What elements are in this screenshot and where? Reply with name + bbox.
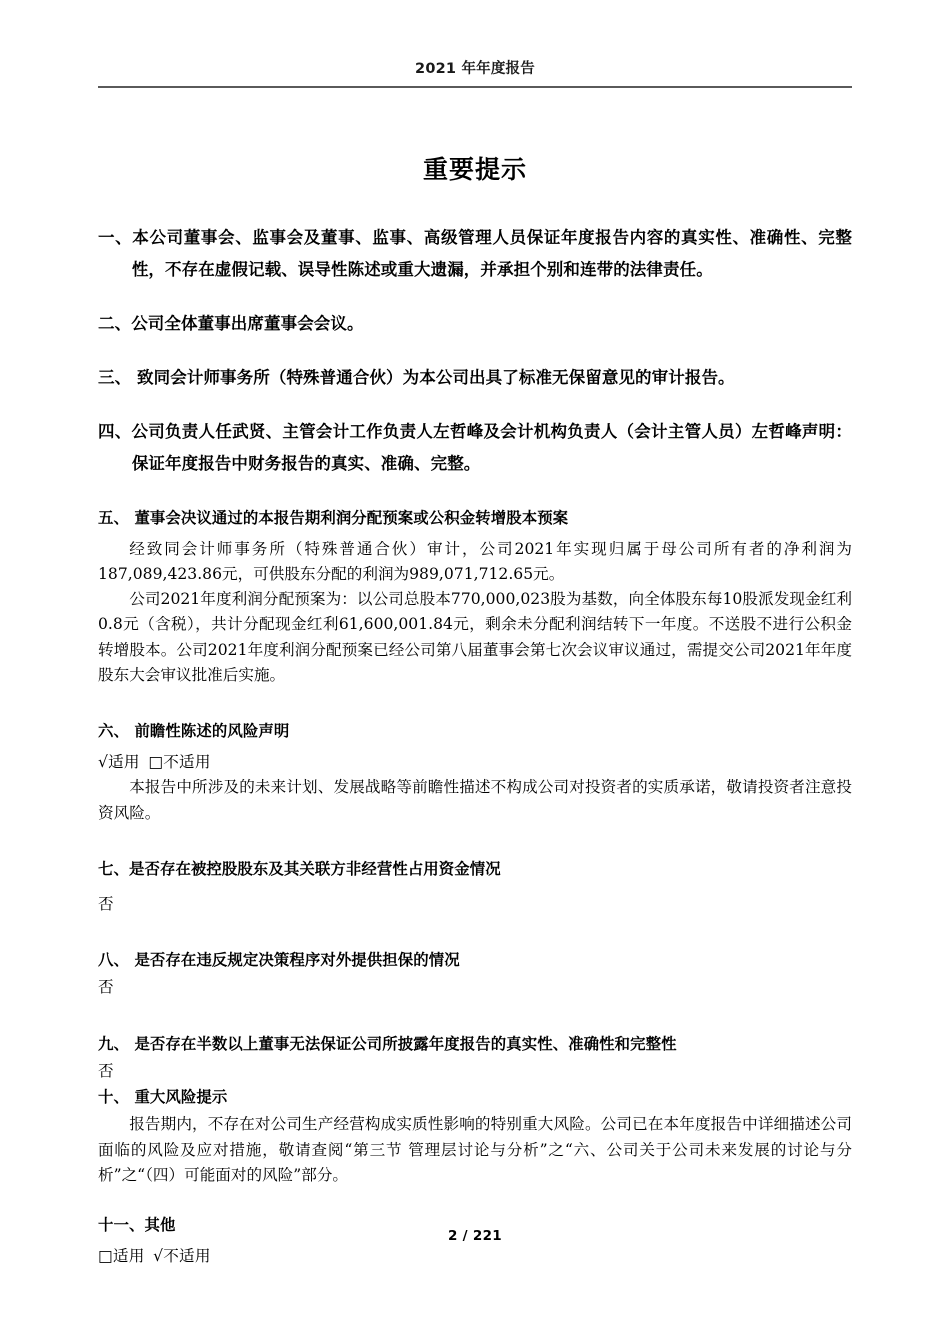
notice-item-5-heading: 五、 董事会决议通过的本报告期利润分配预案或公积金转增股本预案 <box>98 508 569 527</box>
page-header <box>98 0 852 88</box>
notice-section-9 <box>98 1031 852 1084</box>
notice-section-8 <box>98 947 852 1000</box>
notice-item-11-heading: 十一、其他 <box>98 1216 176 1235</box>
notice-item-8-answer: 否 <box>98 978 114 997</box>
checkbox-applicable-checked[interactable]: √适用 <box>98 753 140 772</box>
notice-item-5-paragraph-2: 公司2021年度利润分配预案为：以公司总股本770,000,023股为基数，向全体股东每10股派发现金红利0.8元（含税），共计分配现金红利61,600,001.84元，剩余未分配利润结转下一年度。不送股不进行公积金转增股本。公司2021年度利润分配预案已经公司第八届董事会第七次会议审议通过，需提交公司2021年年度股东大会审议批准后实施。 <box>98 590 852 684</box>
notice-item-6-heading: 六、 前瞻性陈述的风险声明 <box>98 722 290 741</box>
checkbox-not-applicable-unchecked[interactable]: □不适用 <box>148 753 211 772</box>
notice-section-5 <box>98 505 852 689</box>
page-number: 2 / 221 <box>447 1228 502 1244</box>
notice-item-9-answer: 否 <box>98 1061 114 1080</box>
notice-item-9-heading: 九、 是否存在半数以上董事无法保证公司所披露年度报告的真实性、准确性和完整性 <box>98 1034 677 1053</box>
notice-section-7 <box>98 856 852 917</box>
notice-section-6 <box>98 718 852 826</box>
notice-item-4: 四、公司负责人任武贤、主管会计工作负责人左哲峰及会计机构负责人（会计主管人员）左哲峰声明：保证年度报告中财务报告的真实、准确、完整。 <box>98 422 852 474</box>
notice-item-11-checkboxes <box>98 1244 852 1269</box>
checkbox-not-applicable-checked[interactable]: √不适用 <box>153 1247 211 1266</box>
notice-item-3: 三、 致同会计师事务所（特殊普通合伙）为本公司出具了标准无保留意见的审计报告。 <box>98 368 735 388</box>
header-divider <box>98 86 852 88</box>
notice-item-10-heading: 十、 重大风险提示 <box>98 1088 228 1107</box>
document-body <box>98 222 852 1270</box>
running-header-title: 2021 年年度报告 <box>415 61 535 77</box>
notice-item-2: 二、公司全体董事出席董事会会议。 <box>98 313 364 333</box>
notice-item-1: 一、本公司董事会、监事会及董事、监事、高级管理人员保证年度报告内容的真实性、准确性、完整性，不存在虚假记载、误导性陈述或重大遗漏，并承担个别和连带的法律责任。 <box>98 227 852 279</box>
notice-item-8-heading: 八、 是否存在违反规定决策程序对外提供担保的情况 <box>98 951 460 970</box>
notice-item-5-paragraph-1: 经致同会计师事务所（特殊普通合伙）审计，公司2021年实现归属于母公司所有者的净利润为187,089,423.86元，可供股东分配的利润为989,071,712.65元。 <box>98 539 852 583</box>
notice-item-10-paragraph-1: 报告期内，不存在对公司生产经营构成实质性影响的特别重大风险。公司已在本年度报告中详细描述公司面临的风险及应对措施，敬请查阅“第三节 管理层讨论与分析”之“六、公司关于公司未来发展的讨论与分析”之“（四）可能面对的风险”部分。 <box>98 1115 852 1184</box>
notice-item-6-checkboxes <box>98 750 852 775</box>
page-footer <box>0 1228 950 1244</box>
page-title: 重要提示 <box>422 154 527 184</box>
notice-item-7-heading: 七、是否存在被控股股东及其关联方非经营性占用资金情况 <box>98 859 501 878</box>
notice-item-7-answer: 否 <box>98 895 114 914</box>
notice-item-6-paragraph-1: 本报告中所涉及的未来计划、发展战略等前瞻性描述不构成公司对投资者的实质承诺，敬请投资者注意投资风险。 <box>98 778 852 822</box>
checkbox-applicable-unchecked[interactable]: □适用 <box>98 1247 145 1266</box>
notice-section-10 <box>98 1084 852 1188</box>
